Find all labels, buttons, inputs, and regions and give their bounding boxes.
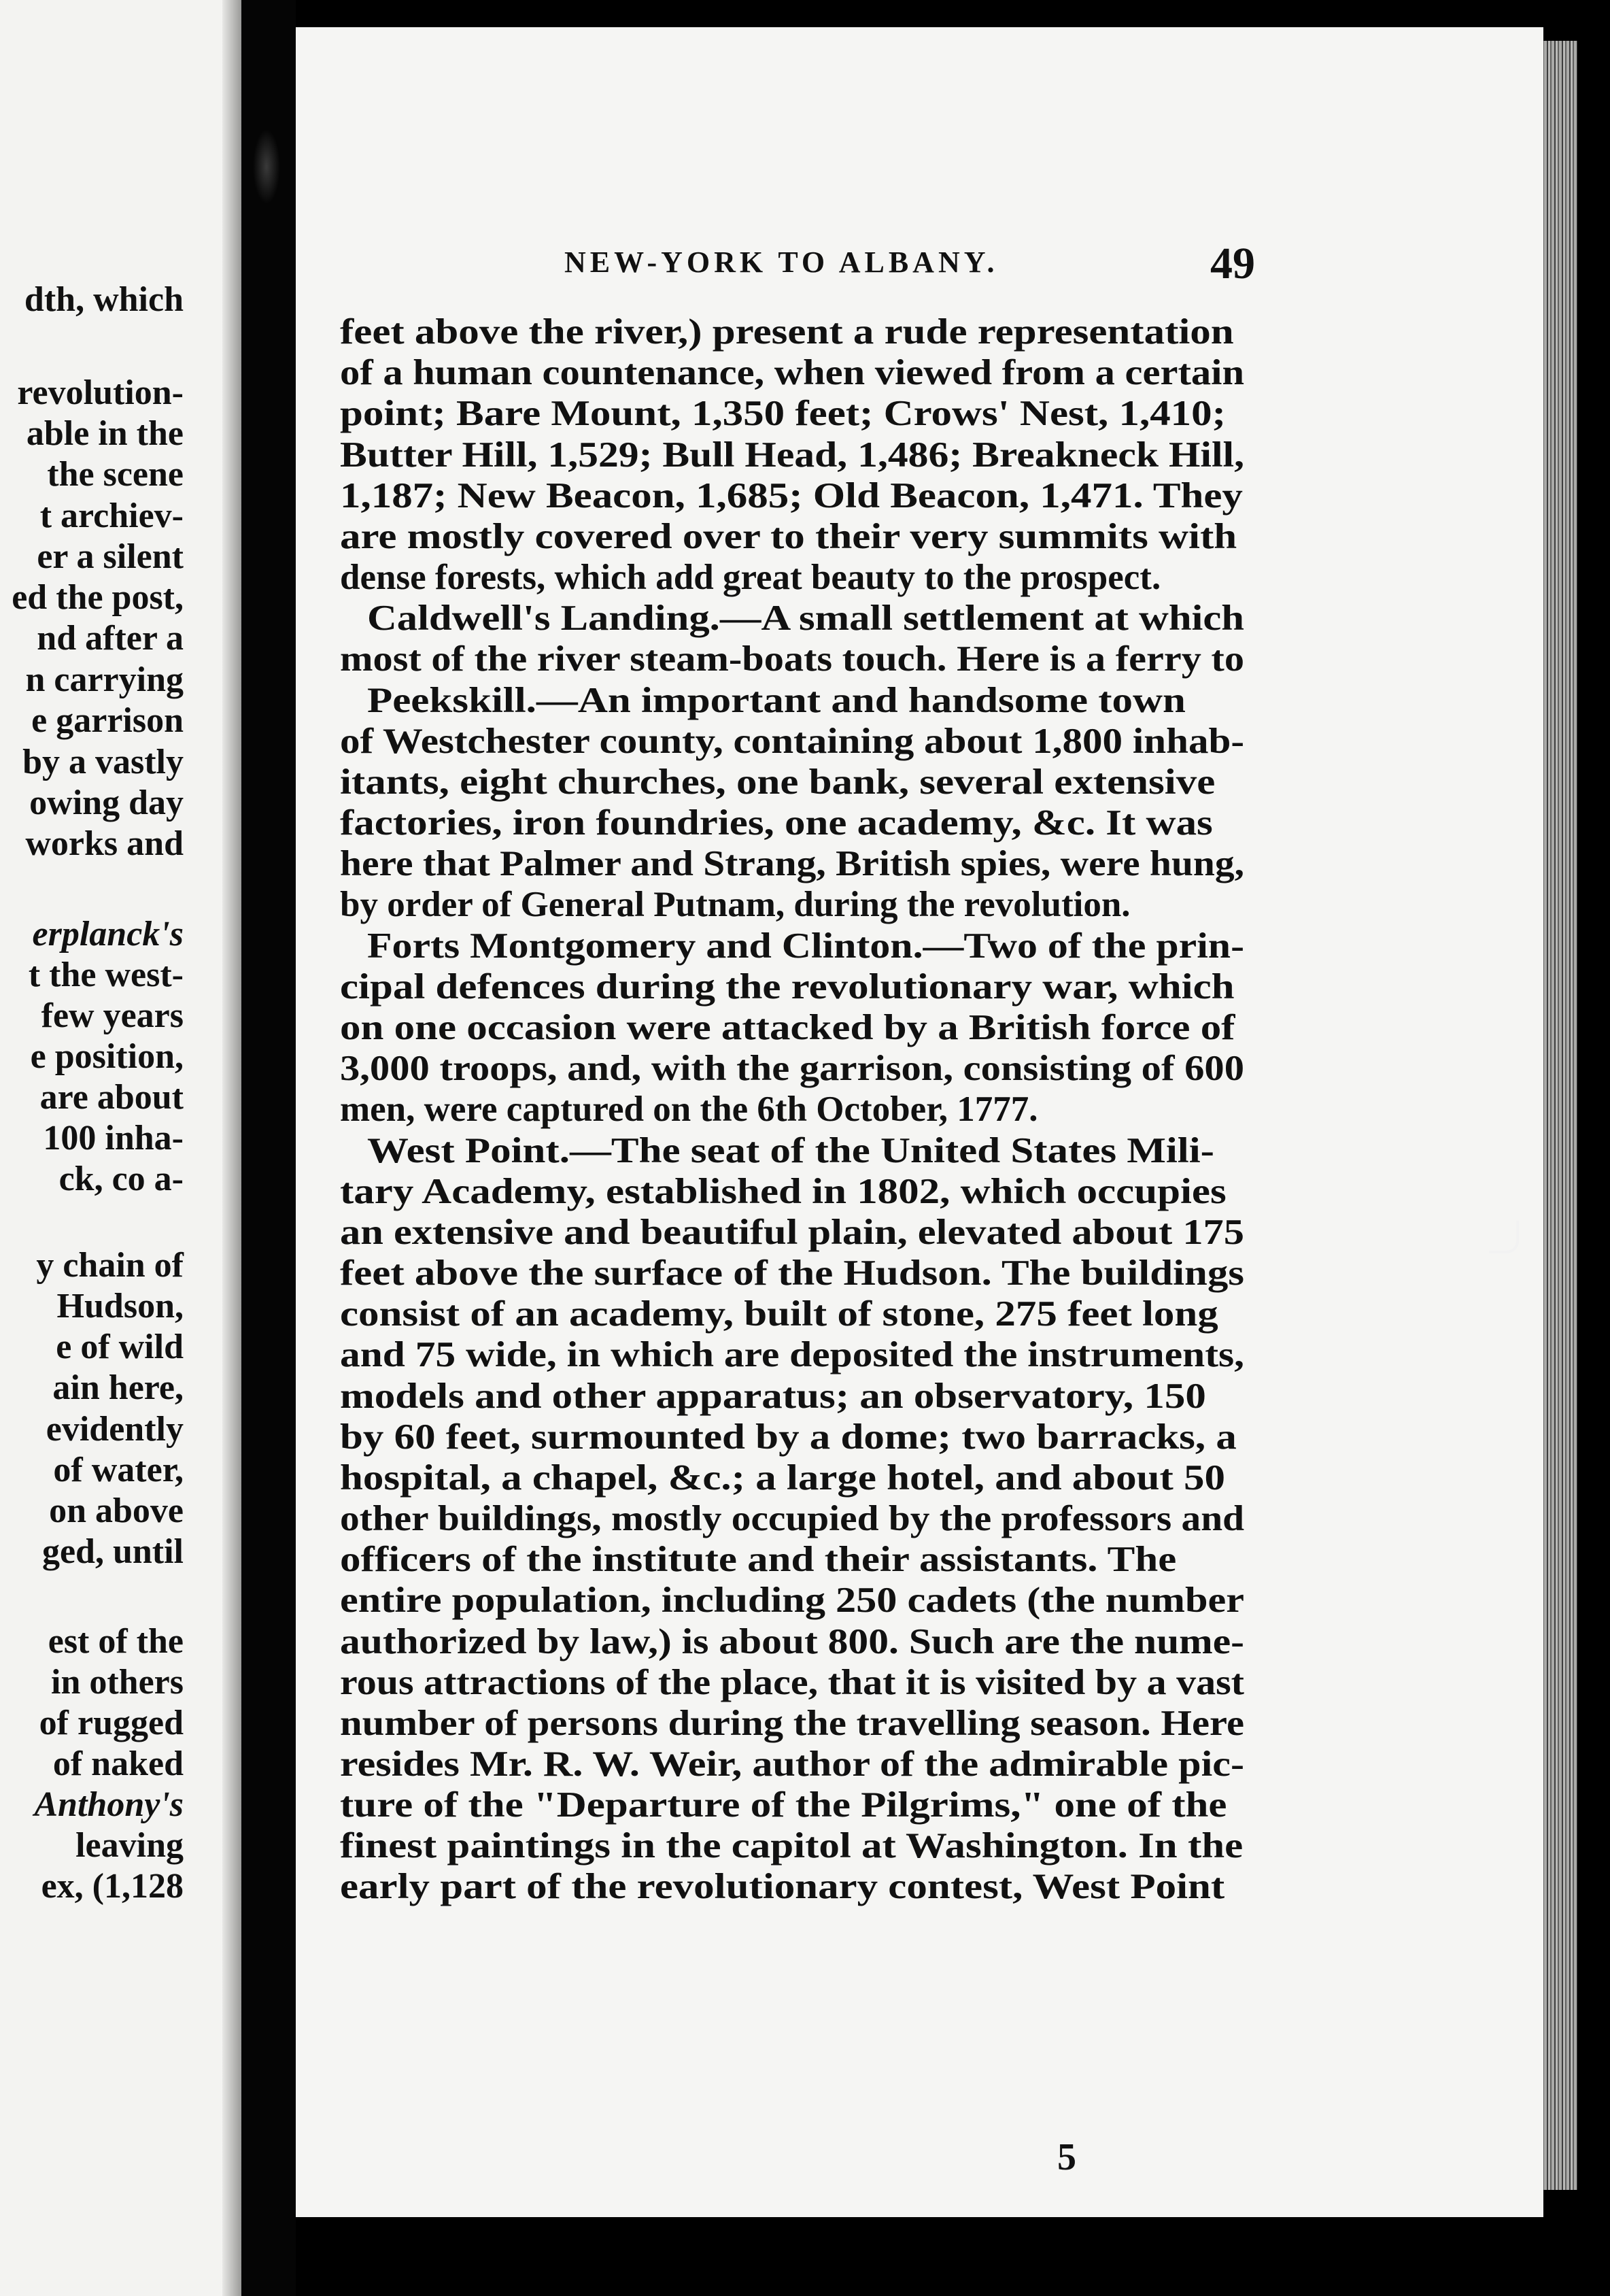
previous-page-line: ex, (1,128 [41,1867,184,1906]
body-text-line: ture of the "Departure of the Pilgrims," one of the [340,1785,1227,1825]
body-text-line: are mostly covered over to their very summits with [340,517,1237,556]
body-text-line: early part of the revolutionary contest, West Point [340,1867,1225,1906]
body-text-line: finest paintings in the capitol at Washington. In the [340,1826,1244,1866]
signature-mark: 5 [1057,2136,1076,2178]
previous-page-line: leaving [75,1826,184,1865]
previous-page-line: evidently [46,1410,184,1449]
previous-page-fragment [0,0,241,2296]
body-text-line: Butter Hill, 1,529; Bull Head, 1,486; Breakneck Hill, [340,435,1244,475]
body-text-line: feet above the surface of the Hudson. The buildings [340,1253,1244,1293]
body-text-line: dense forests, which add great beauty to the prospect. [340,558,1161,597]
body-text-line: other buildings, mostly occupied by the professors and [340,1499,1244,1538]
body-text-line: an extensive and beautiful plain, elevated about 175 [340,1213,1244,1252]
body-text-line: hospital, a chapel, &c.; a large hotel, and about 50 [340,1458,1226,1498]
previous-page-line: works and [25,824,184,863]
body-text-line: rous attractions of the place, that it is visited by a vast [340,1663,1244,1702]
body-text-line: cipal defences during the revolutionary war, which [340,967,1235,1007]
previous-page-line: est of the [48,1622,184,1661]
body-text-line: point; Bare Mount, 1,350 feet; Crows' Nest, 1,410; [340,394,1226,433]
page-gutter-shadow [222,0,241,2296]
previous-page-line: owing day [29,783,184,822]
previous-page-line: nd after a [37,619,184,658]
previous-page-line: of naked [52,1744,184,1783]
previous-page-line: e of wild [56,1328,184,1366]
previous-page-line: t archiev- [39,496,184,535]
body-text-line: Caldwell's Landing.—A small settlement at which [367,598,1244,638]
previous-page-line: in others [51,1663,184,1702]
previous-page-line: Hudson, [56,1287,184,1326]
body-text-line: West Point.—The seat of the United States Mili- [367,1131,1214,1170]
previous-page-line: of water, [53,1451,184,1489]
body-text-line: of Westchester county, containing about 1,800 inhab- [340,722,1244,761]
body-text-line: models and other apparatus; an observatory, 150 [340,1377,1206,1416]
body-text-line: tary Academy, established in 1802, which occupies [340,1172,1227,1211]
previous-page-line: y chain of [36,1246,184,1285]
body-text-line: number of persons during the travelling season. Here [340,1704,1244,1743]
previous-page-line: ed the post, [12,578,184,617]
body-text-line: men, were captured on the 6th October, 1777. [340,1090,1038,1129]
previous-page-line: on above [49,1491,184,1530]
body-text-line: feet above the river,) present a rude representation [340,312,1234,352]
previous-page-line: erplanck's [32,915,184,953]
previous-page-line: ain here, [52,1368,184,1407]
body-text-line: officers of the institute and their assistants. The [340,1540,1177,1579]
margin-mark [1489,1221,1519,1253]
previous-page-line: 100 inha- [43,1119,184,1158]
body-text-line: Peekskill.—An important and handsome town [367,681,1186,720]
body-text-line: and 75 wide, in which are deposited the instruments, [340,1335,1244,1374]
previous-page-line: revolution- [17,373,184,412]
previous-page-line: n carrying [25,660,184,699]
previous-page-line: dth, which [24,280,184,319]
page-number: 49 [1210,239,1255,288]
body-text-line: by order of General Putnam, during the revolution. [340,885,1131,924]
running-head: NEW-YORK TO ALBANY. [564,246,999,279]
body-text-line: 1,187; New Beacon, 1,685; Old Beacon, 1,471. They [340,476,1243,516]
body-text-line: factories, iron foundries, one academy, &c. It was [340,803,1213,843]
body-text-line: entire population, including 250 cadets (the number [340,1581,1244,1620]
previous-page-line: t the west- [28,956,184,994]
body-text-line: on one occasion were attacked by a British force of [340,1008,1235,1047]
previous-page-line: ged, until [41,1532,184,1571]
body-text-line: 3,000 troops, and, with the garrison, consisting of 600 [340,1049,1244,1088]
body-text-line: authorized by law,) is about 800. Such are the nume- [340,1622,1244,1661]
body-text-line: by 60 feet, surmounted by a dome; two barracks, a [340,1417,1237,1457]
ink-smudge [253,129,280,204]
previous-page-line: of rugged [39,1704,184,1742]
previous-page-line: er a silent [37,537,184,576]
previous-page-line: are about [39,1078,184,1117]
body-text-line: consist of an academy, built of stone, 275 feet long [340,1294,1218,1334]
previous-page-line: ck, co a- [58,1160,184,1198]
body-text-line: itants, eight churches, one bank, several extensive [340,762,1216,802]
previous-page-line: e position, [30,1037,184,1076]
previous-page-line: e garrison [31,701,184,740]
body-text-line: of a human countenance, when viewed from a certain [340,353,1244,392]
body-text-line: Forts Montgomery and Clinton.—Two of the prin- [367,926,1244,966]
previous-page-line: by a vastly [22,743,184,781]
previous-page-line: the scene [47,455,184,494]
previous-page-line: few years [41,996,184,1035]
body-text-line: here that Palmer and Strang, British spies, were hung, [340,844,1244,883]
page-gap-shadow [241,0,296,2296]
previous-page-line: Anthony's [34,1785,184,1824]
previous-page-line: able in the [26,414,184,453]
body-text-line: most of the river steam-boats touch. Here is a ferry to [340,639,1244,679]
body-text-line: resides Mr. R. W. Weir, author of the admirable pic- [340,1744,1244,1784]
